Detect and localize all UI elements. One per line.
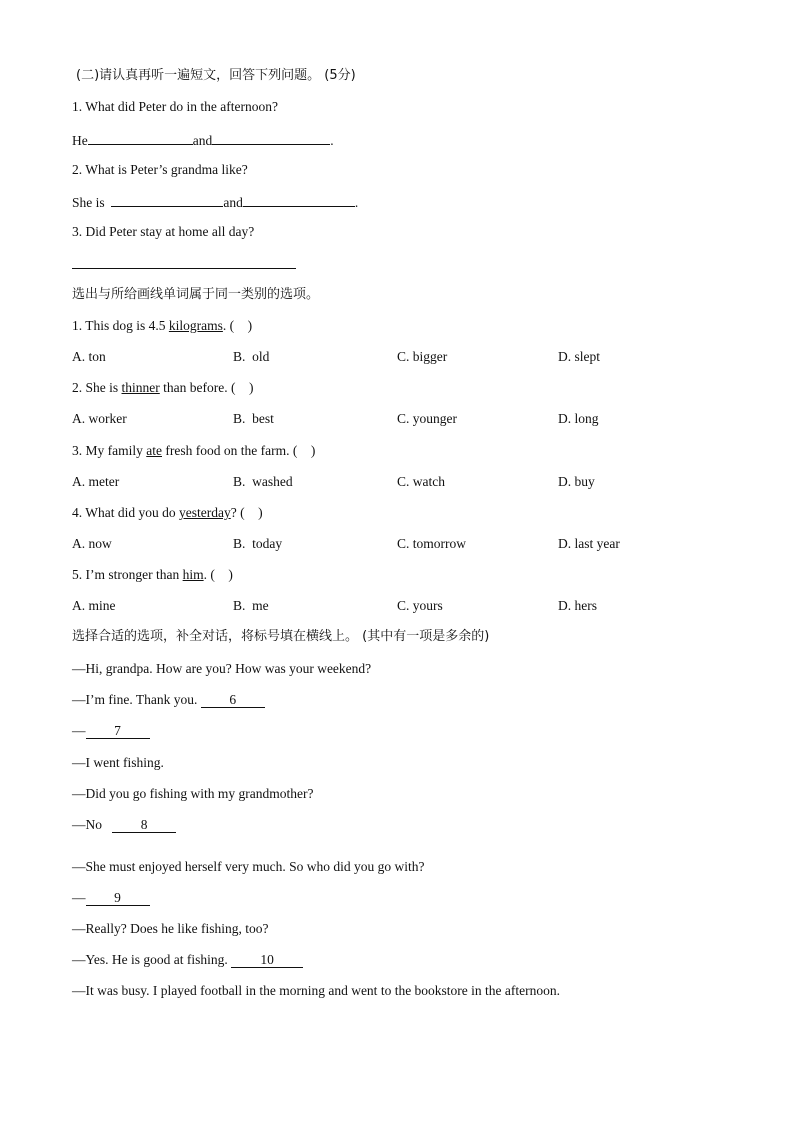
option-a[interactable]: A. now — [72, 536, 112, 551]
answer-blank[interactable] — [243, 192, 355, 207]
answer-prefix: She is — [72, 195, 105, 210]
category-section-heading: 选出与所给画线单词属于同一类别的选项。 — [72, 287, 320, 302]
answer-conjunction: and — [192, 133, 213, 148]
listening-question-1: 1. What did Peter do in the afternoon? — [72, 99, 278, 114]
listening-answer-1 — [72, 130, 334, 150]
dialogue-dash: — — [72, 723, 86, 738]
question-text: . ( ) — [222, 318, 253, 333]
listening-answer-3 — [72, 254, 296, 274]
answer-period: . — [330, 133, 334, 148]
dialogue-text: —No — [72, 817, 102, 832]
question-text: fresh food on the farm. ( ) — [162, 443, 316, 458]
option-c[interactable]: C. tomorrow — [397, 536, 466, 551]
underlined-word: ate — [146, 443, 162, 458]
underlined-word: him — [182, 567, 204, 582]
category-question — [72, 504, 263, 522]
question-text: 3. My family — [72, 443, 147, 458]
option-d[interactable]: D. last year — [558, 536, 620, 551]
underlined-word: thinner — [121, 380, 160, 395]
option-c[interactable]: C. watch — [397, 474, 445, 489]
dialogue-text: —Yes. He is good at fishing. — [72, 952, 232, 967]
answer-blank[interactable] — [212, 130, 330, 145]
underlined-word: yesterday — [179, 505, 231, 520]
option-c[interactable]: C. younger — [397, 411, 457, 426]
option-d[interactable]: D. hers — [558, 598, 597, 613]
question-text: 4. What did you do — [72, 505, 179, 520]
option-a[interactable]: A. mine — [72, 598, 116, 613]
question-text: . ( ) — [203, 567, 233, 582]
dialogue-blank-10[interactable]: 10 — [231, 953, 303, 968]
dialogue-line — [72, 889, 150, 907]
dialogue-line: —Hi, grandpa. How are you? How was your weekend? — [72, 661, 372, 676]
question-text: 2. She is — [72, 380, 122, 395]
answer-blank[interactable] — [111, 192, 223, 207]
option-b[interactable]: B. today — [233, 536, 283, 551]
question-text: 5. I’m stronger than — [72, 567, 183, 582]
option-b[interactable]: B. washed — [233, 474, 293, 489]
option-b[interactable]: B. me — [233, 598, 269, 613]
dialogue-blank-9[interactable]: 9 — [86, 891, 150, 906]
dialogue-line — [72, 691, 265, 709]
dialogue-section-heading: 选择合适的选项，补全对话，将标号填在横线上。 (其中有一项是多余的) — [72, 629, 490, 644]
dialogue-blank-7[interactable]: 7 — [86, 724, 150, 739]
dialogue-dash: — — [72, 890, 86, 905]
answer-period: . — [354, 195, 359, 210]
option-d[interactable]: D. buy — [558, 474, 595, 489]
category-question — [72, 442, 315, 460]
option-c[interactable]: C. yours — [397, 598, 443, 613]
option-a[interactable]: A. meter — [72, 474, 120, 489]
option-a[interactable]: A. ton — [72, 349, 106, 364]
dialogue-line: —She must enjoyed herself very much. So who did you go with? — [72, 859, 425, 874]
dialogue-line: —It was busy. I played football in the morning and went to the bookstore in the afternoon. — [72, 983, 561, 998]
option-a[interactable]: A. worker — [72, 411, 127, 426]
dialogue-line: —Did you go fishing with my grandmother? — [72, 786, 314, 801]
listening-answer-2 — [72, 192, 358, 212]
underlined-word: kilograms — [168, 318, 223, 333]
dialogue-line: —Really? Does he like fishing, too? — [72, 921, 269, 936]
question-text: ? ( ) — [230, 505, 263, 520]
listening-question-3: 3. Did Peter stay at home all day? — [72, 224, 255, 239]
answer-blank[interactable] — [72, 254, 296, 269]
dialogue-blank-8[interactable]: 8 — [112, 818, 176, 833]
option-d[interactable]: D. long — [558, 411, 599, 426]
question-text: 1. This dog is 4.5 — [72, 318, 169, 333]
listening-section-heading: (二)请认真再听一遍短文，回答下列问题。 (5分) — [76, 68, 356, 83]
category-question — [72, 379, 253, 397]
listening-question-2: 2. What is Peter’s grandma like? — [72, 162, 248, 177]
option-c[interactable]: C. bigger — [397, 349, 448, 364]
dialogue-line — [72, 816, 176, 834]
option-b[interactable]: B. old — [233, 349, 270, 364]
answer-conjunction: and — [223, 195, 243, 210]
answer-blank[interactable] — [88, 130, 193, 145]
category-question — [72, 566, 233, 584]
answer-prefix: He — [72, 133, 88, 148]
dialogue-blank-6[interactable]: 6 — [201, 693, 265, 708]
option-d[interactable]: D. slept — [558, 349, 600, 364]
dialogue-line — [72, 722, 150, 740]
question-text: than before. ( ) — [159, 380, 254, 395]
dialogue-text: —I’m fine. Thank you. — [72, 692, 201, 707]
dialogue-line — [72, 951, 303, 969]
dialogue-line: —I went fishing. — [72, 755, 164, 770]
option-b[interactable]: B. best — [233, 411, 274, 426]
category-question — [72, 317, 252, 335]
